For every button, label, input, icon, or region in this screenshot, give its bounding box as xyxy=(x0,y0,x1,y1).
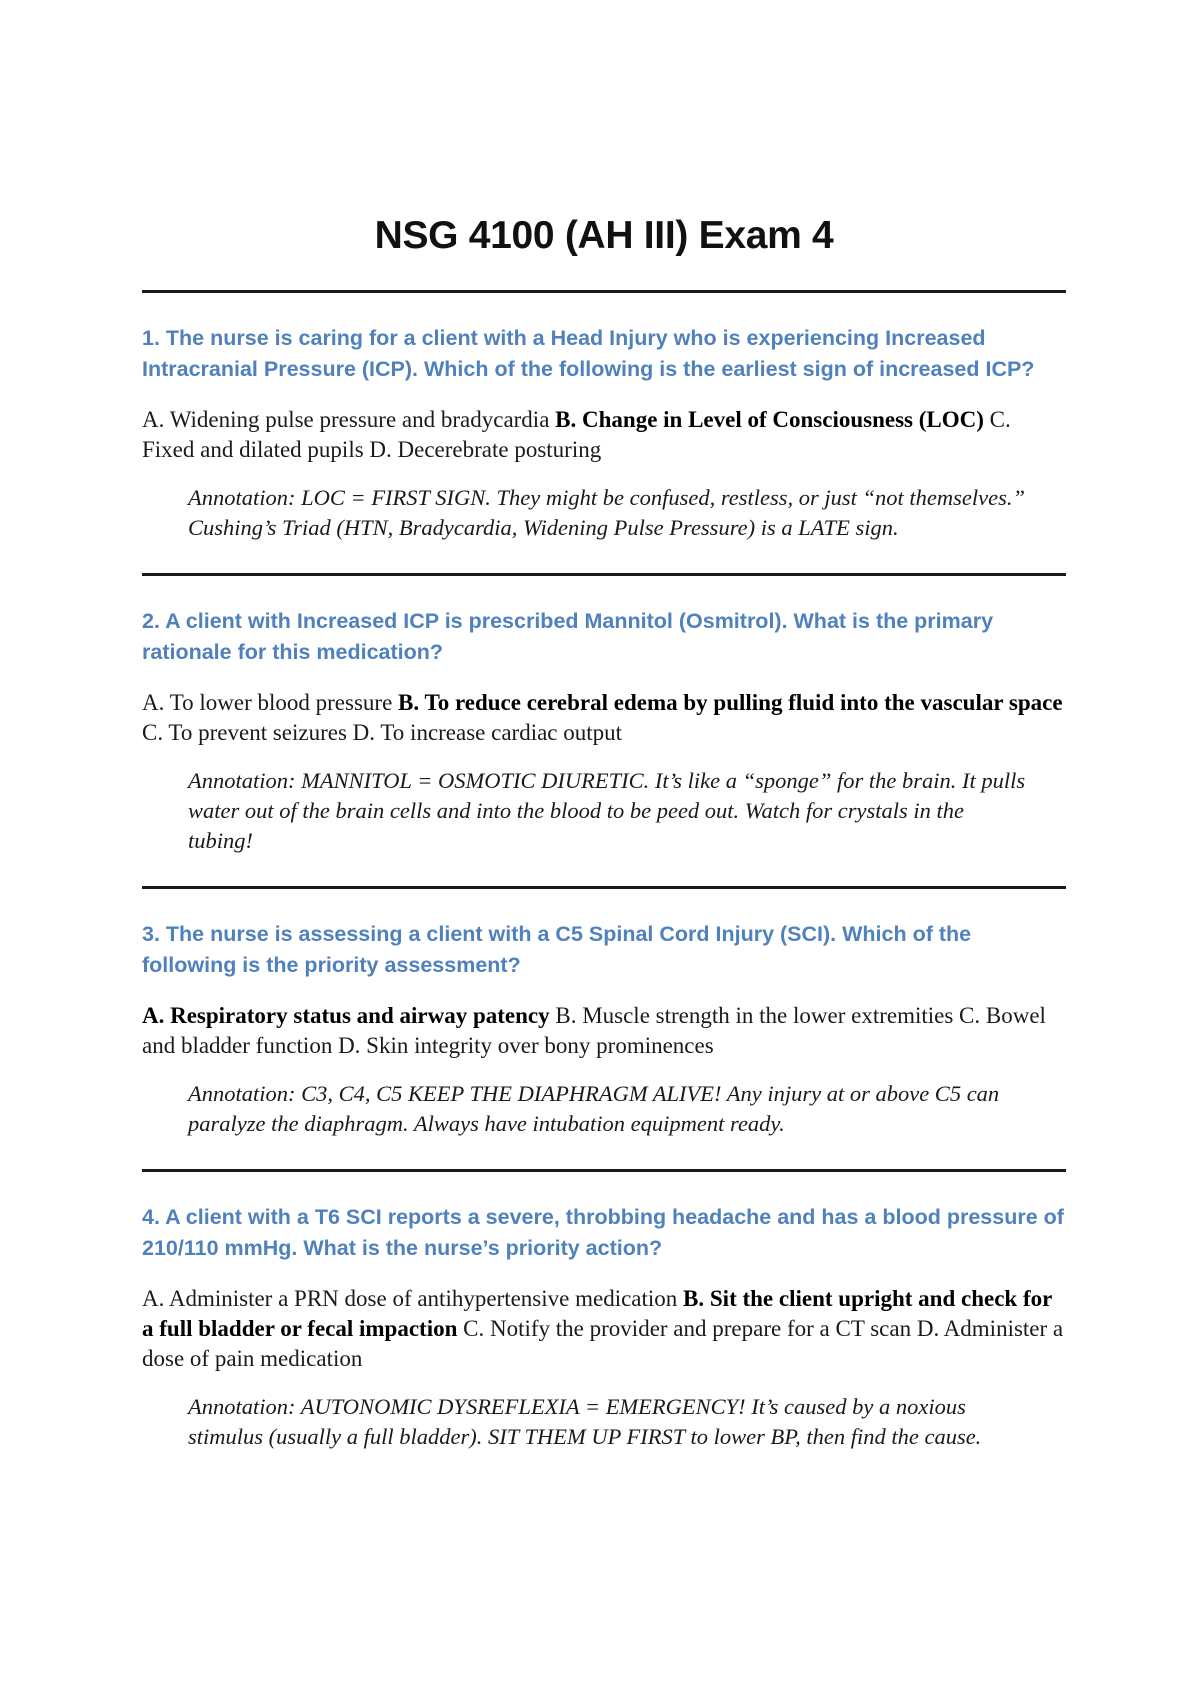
annotation-text: Annotation: LOC = FIRST SIGN. They might be confused, restless, or just “not themselves.” Cushing’s Triad (HTN, Bradycardia, Widening Pulse Pressure) is a LATE sign. xyxy=(188,485,1026,540)
annotation-text: Annotation: AUTONOMIC DYSREFLEXIA = EMERGENCY! It’s caused by a noxious stimulus (usually a full bladder). SIT THEM UP FIRST to lower BP, then find the cause. xyxy=(188,1394,982,1449)
correct-answer: B. Sit the client upright and check for a full bladder or fecal impaction xyxy=(142,1286,1052,1341)
answer-option-text: A. Administer a PRN dose of antihypertensive medication xyxy=(142,1286,684,1311)
question-text: 1. The nurse is caring for a client with a Head Injury who is experiencing Increased Intracranial Pressure (ICP). Which of the following is the earliest sign of increased ICP? xyxy=(142,326,1035,381)
answer-option-text: A. Widening pulse pressure and bradycardia xyxy=(142,407,556,432)
question-text: 3. The nurse is assessing a client with a C5 Spinal Cord Injury (SCI). Which of the following is the priority assessment? xyxy=(142,922,972,977)
answer-option-text: C. Fixed and dilated pupils D. Decerebrate posturing xyxy=(142,407,1011,462)
answer-options xyxy=(142,405,1066,465)
answer-option-text: A. To lower blood pressure xyxy=(142,690,399,715)
correct-answer: B. To reduce cerebral edema by pulling fluid into the vascular space xyxy=(398,690,1063,715)
question-block xyxy=(142,293,1066,573)
correct-answer: A. Respiratory status and airway patency xyxy=(142,1003,550,1028)
question-block xyxy=(142,1172,1066,1482)
annotation-text: Annotation: MANNITOL = OSMOTIC DIURETIC. It’s like a “sponge” for the brain. It pulls water out of the brain cells and into the blood to be peed out. Watch for crystals in the tubing! xyxy=(188,768,1026,853)
question-block xyxy=(142,889,1066,1169)
answer-options xyxy=(142,1284,1066,1374)
question-text: 2. A client with Increased ICP is prescribed Mannitol (Osmitrol). What is the primary rationale for this medication? xyxy=(142,609,994,664)
answer-options xyxy=(142,688,1066,748)
annotation-text: Annotation: C3, C4, C5 KEEP THE DIAPHRAGM ALIVE! Any injury at or above C5 can paralyze the diaphragm. Always have intubation equipment ready. xyxy=(188,1081,1000,1136)
answer-option-text: B. Muscle strength in the lower extremities C. Bowel and bladder function D. Skin integrity over bony prominences xyxy=(142,1003,1046,1058)
document-page xyxy=(142,208,1066,1482)
answer-options xyxy=(142,1001,1066,1061)
answer-option-text: C. Notify the provider and prepare for a CT scan D. Administer a dose of pain medication xyxy=(142,1316,1064,1371)
question-block xyxy=(142,576,1066,886)
document-title: NSG 4100 (AH III) Exam 4 xyxy=(374,214,834,257)
question-text: 4. A client with a T6 SCI reports a severe, throbbing headache and has a blood pressure of 210/110 mmHg. What is the nurse’s priority action? xyxy=(142,1205,1064,1260)
correct-answer: B. Change in Level of Consciousness (LOC) xyxy=(555,407,984,432)
answer-option-text: C. To prevent seizures D. To increase cardiac output xyxy=(142,720,623,745)
